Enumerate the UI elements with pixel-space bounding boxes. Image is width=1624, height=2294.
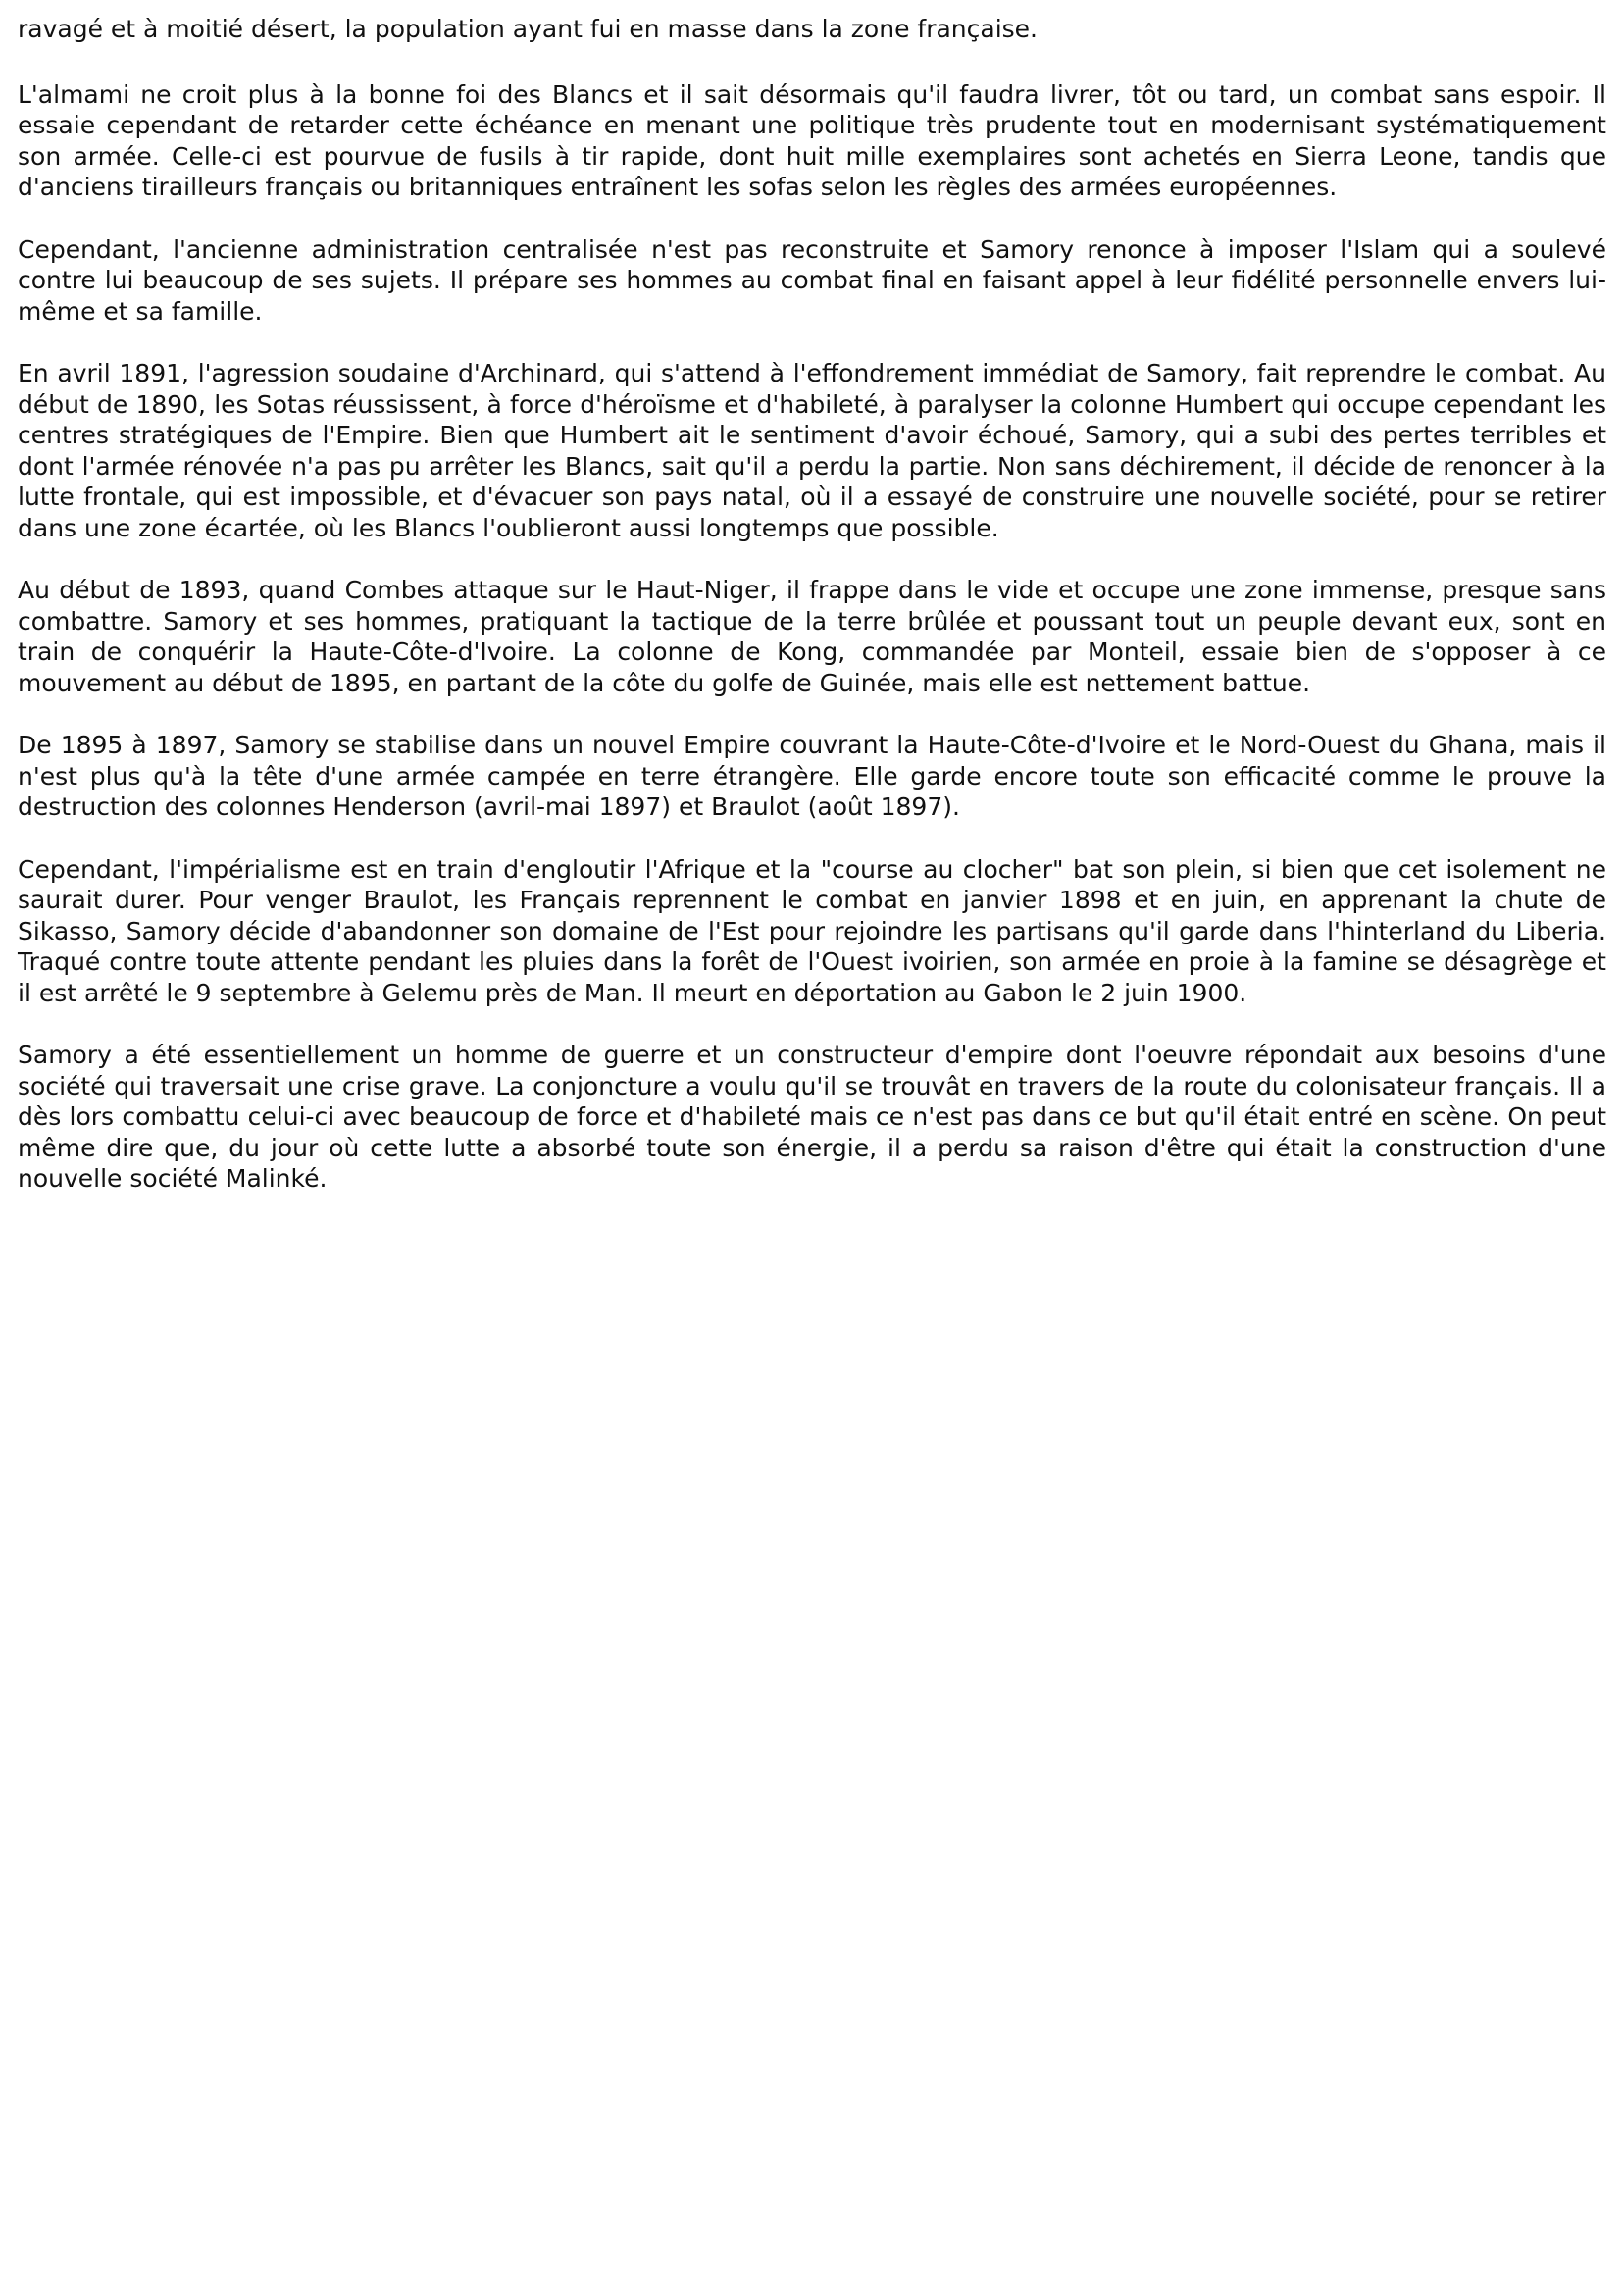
paragraph-6: De 1895 à 1897, Samory se stabilise dans un nouvel Empire couvrant la Haute-Côte-d'Ivoire et le Nord-Ouest du Ghana, mais il n'est plus qu'à la tête d'une armée campée en terre étrangère. Elle garde encore toute son efficacité comme le prouve la destruction des colonnes Henderson (avril-mai 1897) et Braulot (août 1897). bbox=[18, 731, 1606, 821]
document-body bbox=[18, 14, 1606, 1226]
paragraph-2: L'almami ne croit plus à la bonne foi des Blancs et il sait désormais qu'il faudra livrer, tôt ou tard, un combat sans espoir. Il essaie cependant de retarder cette échéance en menant une politique très prudente tout en modernisant systématiquement son armée. Celle-ci est pourvue de fusils à tir rapide, dont huit mille exemplaires sont achetés en Sierra Leone, tandis que d'anciens tirailleurs français ou britanniques entraînent les sofas selon les règles des armées européennes. bbox=[18, 79, 1606, 201]
paragraph-1: ravagé et à moitié désert, la population ayant fui en masse dans la zone française. bbox=[18, 15, 1039, 43]
paragraph-3: Cependant, l'ancienne administration centralisée n'est pas reconstruite et Samory renonce à imposer l'Islam qui a soulevé contre lui beaucoup de ses sujets. Il prépare ses hommes au combat final en faisant appel à leur fidélité personnelle envers lui-même et sa famille. bbox=[18, 234, 1606, 326]
paragraph-8: Samory a été essentiellement un homme de guerre et un constructeur d'empire dont l'oeuvre répondait aux besoins d'une société qui traversait une crise grave. La conjoncture a voulu qu'il se trouvât en travers de la route du colonisateur français. Il a dès lors combattu celui-ci avec beaucoup de force et d'habileté mais ce n'est pas dans ce but qu'il était entré en scène. On peut même dire que, du jour où cette lutte a absorbé toute son énergie, il a perdu sa raison d'être qui était la construction d'une nouvelle société Malinké. bbox=[18, 1041, 1606, 1193]
paragraph-5: Au début de 1893, quand Combes attaque sur le Haut-Niger, il frappe dans le vide et occupe une zone immense, presque sans combattre. Samory et ses hommes, pratiquant la tactique de la terre brûlée et poussant tout un peuple devant eux, sont en train de conquérir la Haute-Côte-d'Ivoire. La colonne de Kong, commandée par Monteil, essaie bien de s'opposer à ce mouvement au début de 1895, en partant de la côte du golfe de Guinée, mais elle est nettement battue. bbox=[18, 576, 1606, 697]
paragraph-4: En avril 1891, l'agression soudaine d'Archinard, qui s'attend à l'effondrement immédiat de Samory, fait reprendre le combat. Au début de 1890, les Sotas réussissent, à force d'héroïsme et d'habileté, à paralyser la colonne Humbert qui occupe cependant les centres stratégiques de l'Empire. Bien que Humbert ait le sentiment d'avoir échoué, Samory, qui a subi des pertes terribles et dont l'armée rénovée n'a pas pu arrêter les Blancs, sait qu'il a perdu la partie. Non sans déchirement, il décide de renoncer à la lutte frontale, qui est impossible, et d'évacuer son pays natal, où il a essayé de construire une nouvelle société, pour se retirer dans une zone écartée, où les Blancs l'oublieront aussi longtemps que possible. bbox=[18, 359, 1606, 542]
paragraph-7: Cependant, l'impérialisme est en train d'engloutir l'Afrique et la "course au clocher" bat son plein, si bien que cet isolement ne saurait durer. Pour venger Braulot, les Français reprennent le combat en janvier 1898 et en juin, en apprenant la chute de Sikasso, Samory décide d'abandonner son domaine de l'Est pour rejoindre les partisans qu'il garde dans l'hinterland du Liberia. Traqué contre toute attente pendant les pluies dans la forêt de l'Ouest ivoirien, son armée en proie à la famine se désagrège et il est arrêté le 9 septembre à Gelemu près de Man. Il meurt en déportation au Gabon le 2 juin 1900. bbox=[18, 854, 1606, 1007]
